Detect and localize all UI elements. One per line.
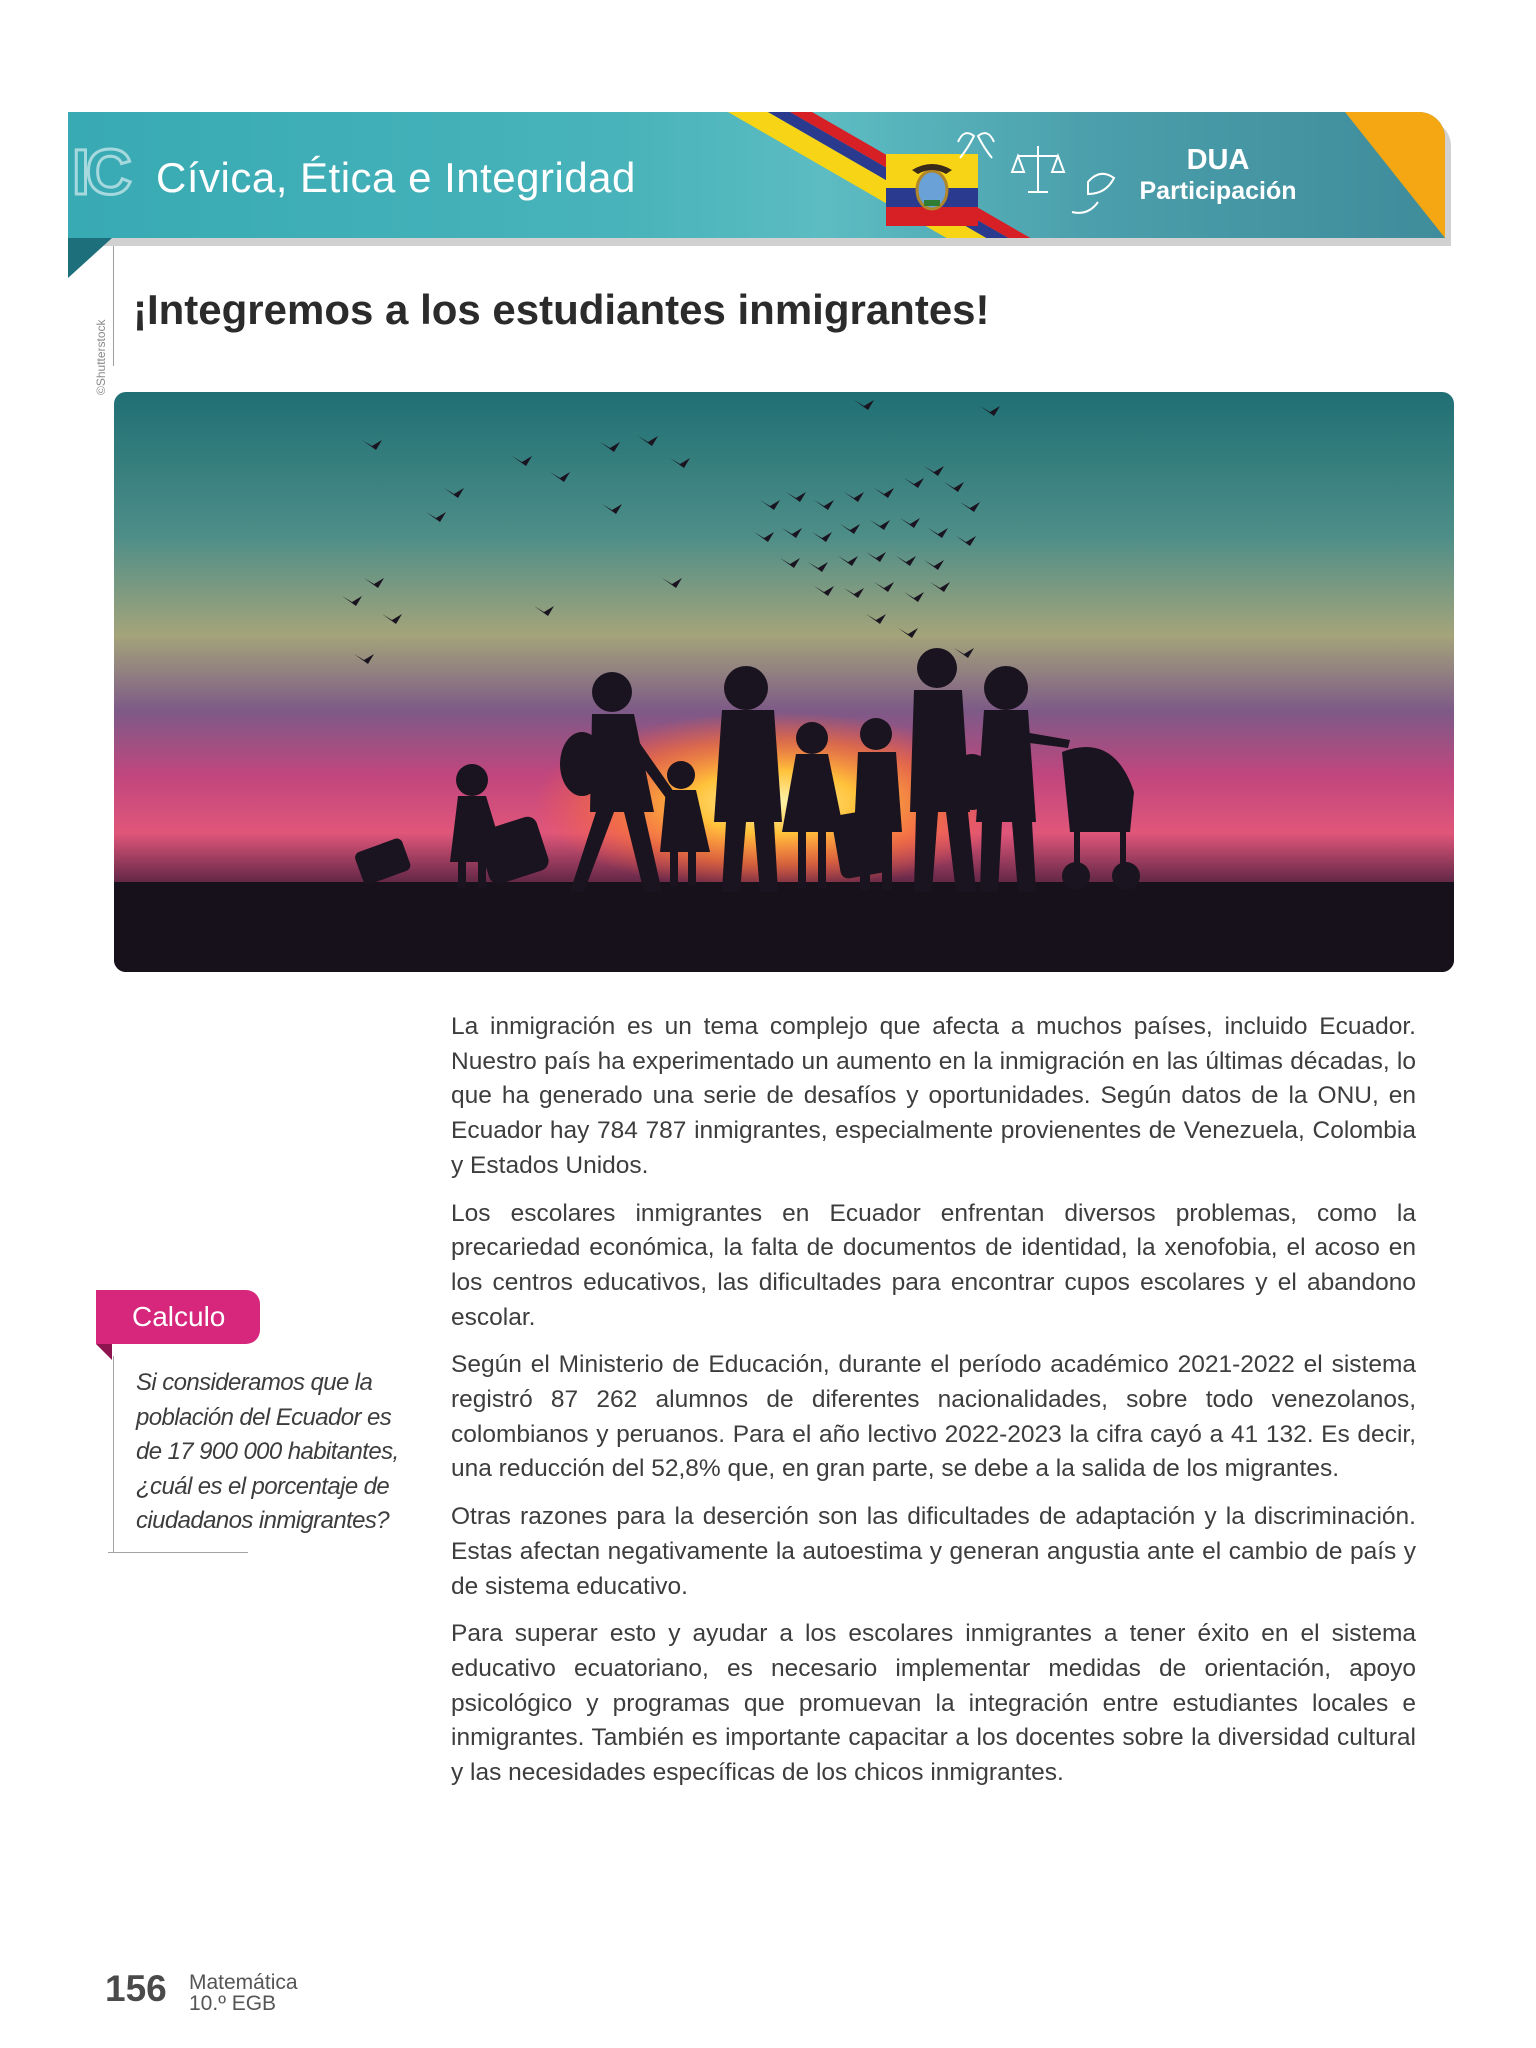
migrant-family-photo: [114, 392, 1454, 972]
banner-body: [68, 112, 1445, 238]
paragraph-4: Otras razones para la deserción son las dificultades de adaptación y la discriminación. Estas afectan negativamente la autoestima y generan angustia ante el cambio de país y de sistema educativo.: [451, 1503, 1416, 1600]
calculo-rule-bottom: [108, 1552, 248, 1553]
page-number: 156: [105, 1968, 167, 2009]
header-rule: [113, 246, 114, 366]
banner-orange-corner: [1345, 112, 1445, 238]
subject-name: Matemática: [189, 1971, 298, 1994]
civic-symbols-icon: [938, 122, 1138, 232]
paragraph-3: Según el Ministerio de Educación, durante el período académico 2021-2022 el sistema registró 87 262 alumnos de diferentes nacionalidades, sobre todo venezolanos, colombianos y peruanos. Para el año lectivo 2022-2023 la cifra cayó a 41 132. Es decir, una reducción del 52,8% que, en gran parte, se debe a la salida de los migrantes.: [451, 1351, 1416, 1483]
paragraph-2: Los escolares inmigrantes en Ecuador enfrentan diversos problemas, como la precariedad económica, la falta de documentos de identidad, la xenofobia, el acoso en los centros educativos, las dificultades para encontrar cupos escolares y el abandono escolar.: [451, 1199, 1416, 1331]
section-title: Cívica, Ética e Integridad: [156, 154, 636, 201]
footer-subject: [189, 1972, 298, 2014]
paragraph-1: La inmigración es un tema complejo que afecta a muchos países, incluido Ecuador. Nuestro país ha experimentado un aumento en la inmigración en las últimas décadas, lo que ha generado una serie de desafíos y oportunidades. Según datos de la ONU, en Ecuador hay 784 787 inmigrantes, especialmente provienentes de Venezuela, Colombia y Estados Unidos.: [451, 1013, 1416, 1179]
calculo-tab: Calculo: [96, 1290, 260, 1344]
section-banner: [68, 112, 1451, 240]
dua-label: DUA: [1186, 144, 1250, 176]
image-credit: ©Shutterstock: [94, 319, 108, 395]
calculo-rule: [113, 1356, 114, 1552]
dua-subtitle: Participación: [1139, 177, 1297, 205]
ic-logo: IC: [72, 136, 128, 208]
grade-label: 10.º EGB: [189, 1992, 277, 2015]
body-text: [451, 1010, 1416, 1804]
dua-badge: [1118, 144, 1318, 206]
calculo-question: Si consideramos que la población del Ecuador es de 17 900 000 habitantes, ¿cuál es el porcentaje de ciudadanos inmigrantes?: [136, 1369, 399, 1534]
calculo-tab-fold: [96, 1344, 112, 1360]
sunset-silhouette-illustration: [114, 392, 1454, 972]
page-title: ¡Integremos a los estudiantes inmigrantes!: [133, 286, 990, 333]
paragraph-5: Para superar esto y ayudar a los escolares inmigrantes a tener éxito en el sistema educativo ecuatoriano, es necesario implementar medidas de orientación, apoyo psicológico y programas que promuevan la integración entre estudiantes locales e inmigrantes. También es importante capacitar a los docentes sobre la diversidad cultural y las necesidades específicas de los chicos inmigrantes.: [451, 1620, 1416, 1787]
banner-fold: [68, 238, 112, 278]
